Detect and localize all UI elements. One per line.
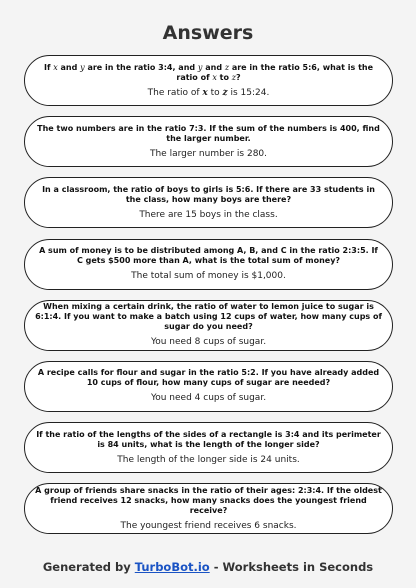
footer-suffix: - Worksheets in Seconds — [209, 560, 374, 574]
answer-card — [24, 422, 393, 473]
question-text: If the ratio of the lengths of the sides of a rectangle is 3:4 and its perimeter is 84 units, what is the length of the longer side? — [36, 429, 381, 449]
question-text: The two numbers are in the ratio 7:3. If the sum of the numbers is 400, find the larger number. — [37, 123, 380, 143]
question-text: A sum of money is to be distributed among A, B, and C in the ratio 2:3:5. If C gets $500 more than A, what is the total sum of money? — [39, 246, 378, 266]
footer — [0, 560, 416, 574]
question-text: A group of friends share snacks in the ratio of their ages: 2:3:4. If the oldest friend receives 12 snacks, how many snacks does the youngest friend receive? — [35, 485, 382, 515]
answer-text: There are 15 boys in the class. — [139, 209, 278, 220]
question-text: In a classroom, the ratio of boys to girls is 5:6. If there are 33 students in the class, how many boys are there? — [42, 184, 375, 204]
question-text: A recipe calls for flour and sugar in the ratio 5:2. If you have already added 10 cups of flour, how many cups of sugar are needed? — [37, 368, 380, 388]
answer-text: The total sum of money is $1,000. — [131, 271, 286, 282]
answer-card — [24, 55, 393, 106]
answer-card — [24, 361, 393, 412]
page-title: Answers — [162, 22, 254, 44]
answer-card — [24, 483, 393, 534]
footer-prefix: Generated by — [42, 560, 135, 574]
answer-text: The larger number is 280. — [149, 148, 268, 159]
answer-text: The length of the longer side is 24 units. — [117, 454, 300, 465]
turbobot-link[interactable]: TurboBot.io — [134, 560, 210, 574]
answer-card — [24, 300, 393, 351]
answer-text: The ratio of x to z is 15:24. — [147, 87, 270, 98]
answer-text: You need 4 cups of sugar. — [150, 393, 267, 404]
answer-card — [24, 116, 393, 167]
answer-text: The youngest friend receives 6 snacks. — [120, 520, 297, 531]
answer-text: You need 8 cups of sugar. — [150, 337, 267, 348]
question-text: When mixing a certain drink, the ratio of water to lemon juice to sugar is 6:1:4. If you want to make a batch using 12 cups of water, how many cups of sugar do you need? — [35, 302, 382, 332]
answer-card — [24, 239, 393, 290]
answer-list — [24, 55, 393, 545]
answer-card — [24, 177, 393, 228]
question-text: If x and y are in the ratio 3:4, and y and z are in the ratio 5:6, what is the ratio of x to z? — [43, 62, 374, 82]
